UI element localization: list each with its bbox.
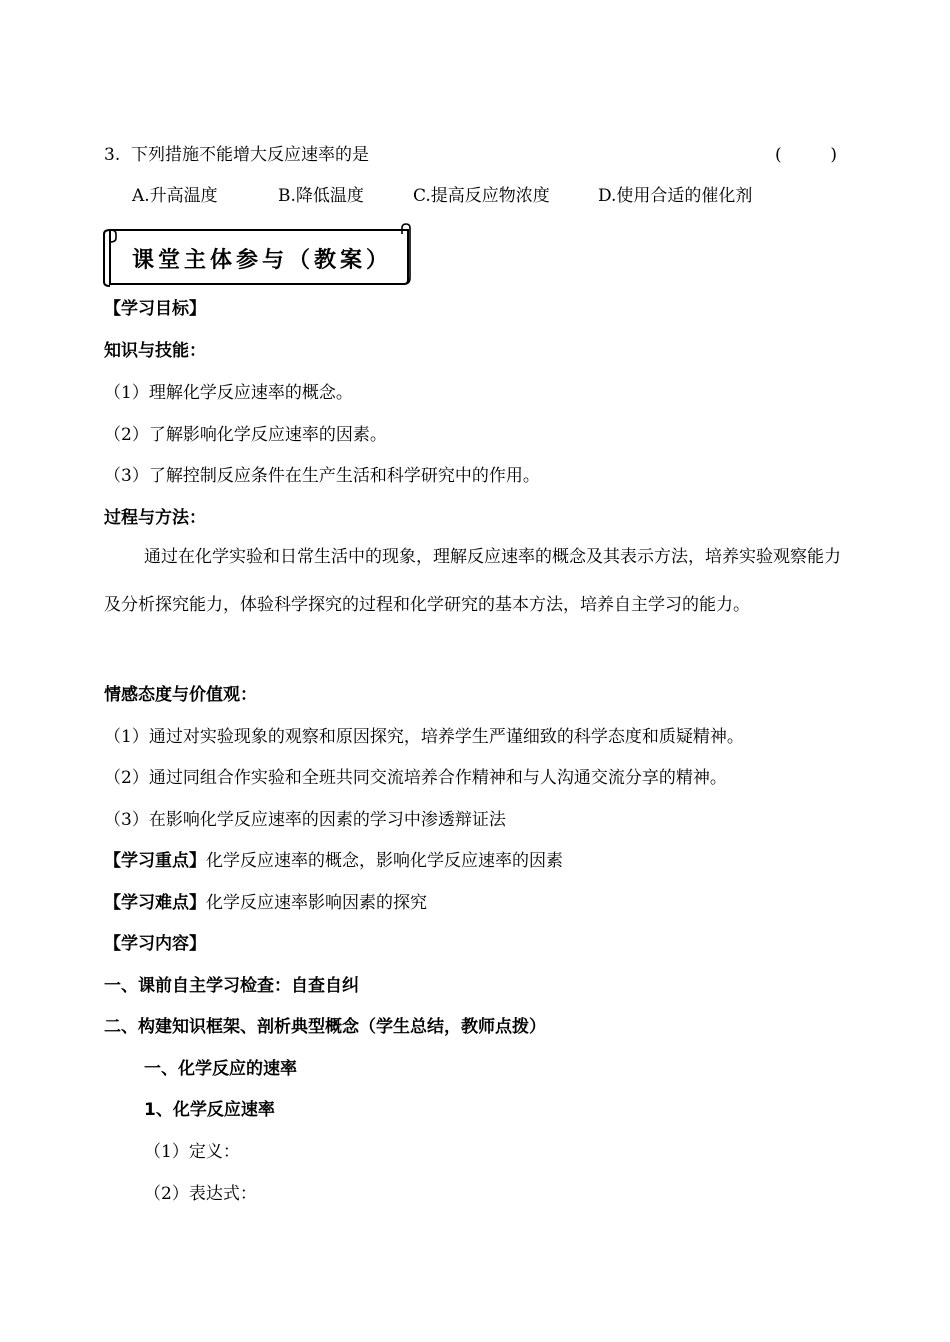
- emotion-item: （2）通过同组合作实验和全班共同交流培养合作精神和与人沟通交流分享的精神。: [104, 768, 727, 788]
- option-a: A.升高温度: [132, 186, 218, 206]
- content-heading: 【学习内容】: [104, 934, 206, 954]
- knowledge-item: （1）理解化学反应速率的概念。: [104, 383, 353, 403]
- option-d: D.使用合适的催化剂: [598, 186, 753, 206]
- goals-heading: 【学习目标】: [104, 299, 206, 319]
- knowledge-heading: 知识与技能：: [104, 341, 206, 361]
- process-paragraph: 通过在化学实验和日常生活中的现象，理解反应速率的概念及其表示方法，培养实验观察能力及分析探究能力，体验科学探究的过程和化学研究的基本方法，培养自主学习的能力。: [104, 547, 841, 615]
- key-points-line: [104, 850, 563, 872]
- content-item: （1）定义：: [144, 1142, 240, 1162]
- knowledge-item: （2）了解影响化学反应速率的因素。: [104, 425, 387, 445]
- section-heading: 二、构建知识框架、剖析典型概念（学生总结，教师点拨）: [104, 1017, 546, 1037]
- knowledge-item: （3）了解控制反应条件在生产生活和科学研究中的作用。: [104, 466, 540, 486]
- question-number: 3.: [104, 145, 121, 165]
- process-heading: 过程与方法：: [104, 508, 206, 528]
- content-item: （2）表达式：: [144, 1184, 257, 1204]
- key-points-text: 化学反应速率的概念，影响化学反应速率的因素: [206, 851, 563, 871]
- banner-title: 课堂主体参与（教案）: [132, 248, 393, 273]
- answer-blank: [775, 144, 837, 166]
- subsection-heading: 1、化学反应速率: [144, 1100, 275, 1120]
- difficulties-label: 【学习难点】: [104, 893, 206, 913]
- difficulties-text: 化学反应速率影响因素的探究: [206, 893, 427, 913]
- answer-paren-open: (: [775, 145, 782, 165]
- question-stem-line: [104, 144, 369, 166]
- answer-paren-close: ): [830, 145, 837, 165]
- question-stem: 下列措施不能增大反应速率的是: [131, 145, 370, 165]
- difficulties-line: [104, 892, 427, 914]
- section-heading: 一、课前自主学习检查：自查自纠: [104, 976, 359, 996]
- emotion-heading: 情感态度与价值观：: [104, 685, 257, 705]
- key-points-label: 【学习重点】: [104, 851, 206, 871]
- emotion-item: （3）在影响化学反应速率的因素的学习中渗透辩证法: [104, 810, 506, 830]
- option-c: C.提高反应物浓度: [413, 186, 550, 206]
- option-b: B.降低温度: [278, 186, 364, 206]
- subsection-heading: 一、化学反应的速率: [144, 1059, 297, 1079]
- emotion-item: （1）通过对实验现象的观察和原因探究，培养学生严谨细致的科学态度和质疑精神。: [104, 727, 744, 747]
